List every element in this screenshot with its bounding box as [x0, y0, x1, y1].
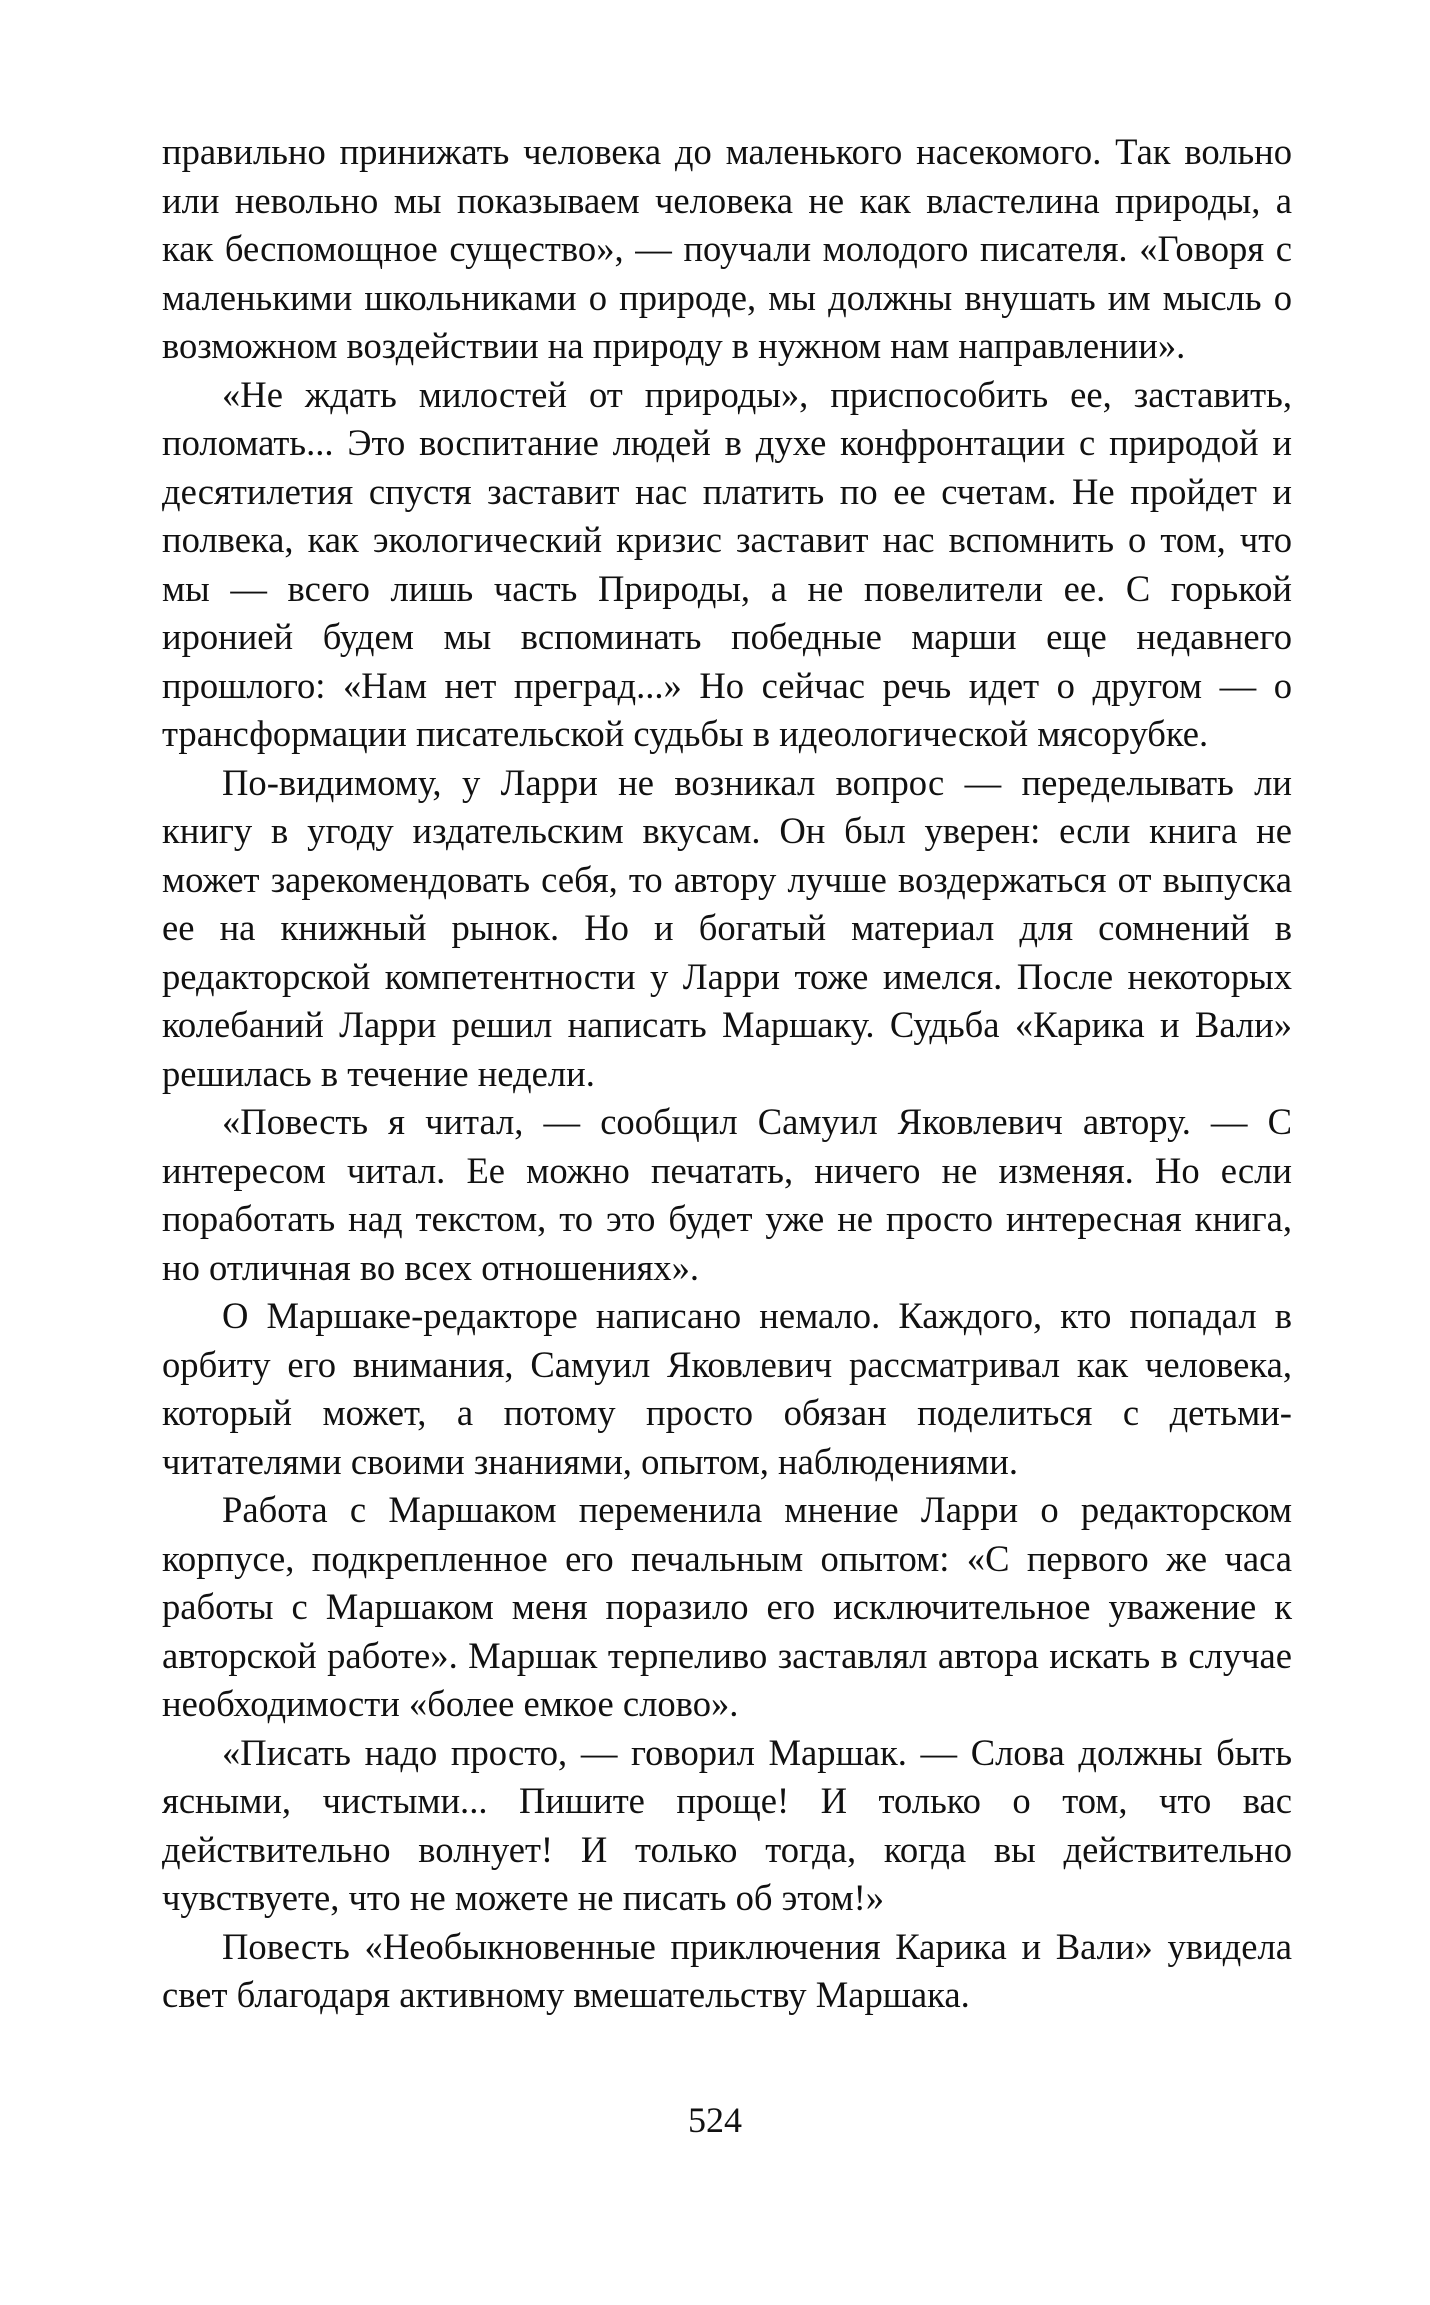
paragraph: правильно принижать человека до маленького насекомого. Так вольно или невольно мы показываем человека не как властелина природы, а как беспомощное существо», — поучали молодого писателя. «Говоря с маленькими школьниками о природе, мы должны внушать им мысль о возможном воздействии на природу в нужном нам направлении».	[162, 131, 1292, 366]
paragraph: Работа с Маршаком переменила мнение Ларри о редакторском корпусе, подкрепленное его печальным опытом: «С первого же часа работы с Маршаком меня поразило его исключительное уважение к авторской работе». Маршак терпеливо заставлял автора искать в случае необходимости «более емкое слово».	[162, 1489, 1292, 1724]
page-number: 524	[688, 2100, 742, 2140]
paragraph: Повесть «Необыкновенные приключения Карика и Вали» увидела свет благодаря активному вмешательству Маршака.	[162, 1925, 1292, 2015]
paragraph: «Не ждать милостей от природы», приспособить ее, заставить, поломать... Это воспитание людей в духе конфронтации с природой и десятилетия спустя заставит нас платить по ее счетам. Не пройдет и полвека, как экологический кризис заставит нас вспомнить о том, что мы — всего лишь часть Природы, а не повелители ее. С горькой иронией будем мы вспоминать победные марши еще недавнего прошлого: «Нам нет преград...» Но сейчас речь идет о другом — о трансформации писательской судьбы в идеологической мясорубке.	[162, 373, 1292, 754]
page-body	[162, 128, 1292, 2020]
paragraph: О Маршаке-редакторе написано немало. Каждого, кто попадал в орбиту его внимания, Самуил Яковлевич рассматривал как человека, который может, а потому просто обязан поделиться с детьми-читателями своими знаниями, опытом, наблюдениями.	[162, 1295, 1292, 1482]
paragraph: «Писать надо просто, — говорил Маршак. — Слова должны быть ясными, чистыми... Пишите проще! И только о том, что вас действительно волнует! И только тогда, когда вы действительно чувствуете, что не можете не писать об этом!»	[162, 1731, 1292, 1918]
paragraph: «Повесть я читал, — сообщил Самуил Яковлевич автору. — С интересом читал. Ее можно печатать, ничего не изменяя. Но если поработать над текстом, то это будет уже не просто интересная книга, но отличная во всех отношениях».	[162, 1101, 1292, 1288]
paragraph: По-видимому, у Ларри не возникал вопрос — переделывать ли книгу в угоду издательским вкусам. Он был уверен: если книга не может зарекомендовать себя, то автору лучше воздержаться от выпуска ее на книжный рынок. Но и богатый материал для сомнений в редакторской компетентности у Ларри тоже имелся. После некоторых колебаний Ларри решил написать Маршаку. Судьба «Карика и Вали» решилась в течение недели.	[162, 761, 1292, 1094]
